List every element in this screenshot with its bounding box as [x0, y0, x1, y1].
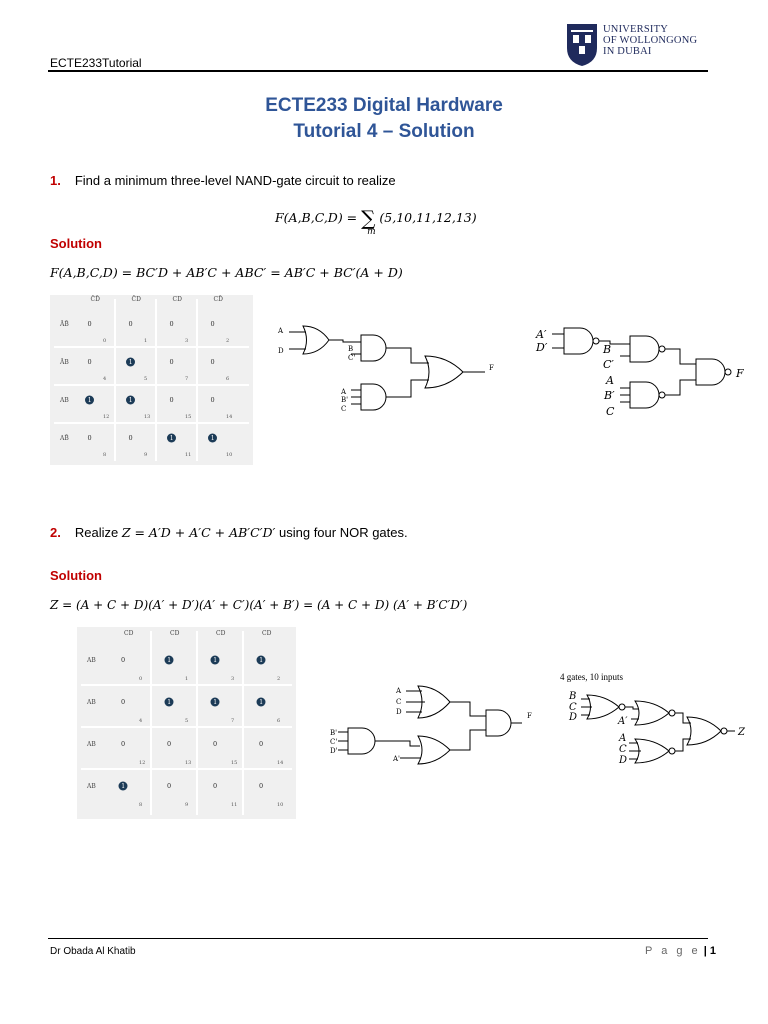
- c1-label-a2: A: [341, 388, 347, 396]
- q1-kmap-cell-index: 15: [185, 414, 192, 420]
- q1-kmap-cell-value: 0: [210, 396, 215, 405]
- and-gate-2: [361, 384, 386, 410]
- q2c2-label-a-prime: A′: [618, 716, 628, 727]
- q2-circuit2-caption: 4 gates, 10 inputs: [560, 672, 623, 682]
- q1-kmap-cell-value: 1: [87, 397, 92, 405]
- c1-label-f: F: [489, 364, 494, 372]
- q1-kmap-cell-value: 0: [169, 320, 174, 329]
- q1-kmap-cell-value: 0: [210, 320, 215, 329]
- q1-kmap-col-header: CD: [172, 296, 182, 303]
- q2-kmap-cell-index: 8: [139, 802, 143, 808]
- q2c1-label-d-prime: D': [330, 747, 338, 755]
- q1-function-lhs: F(A,B,C,D) =: [275, 210, 362, 225]
- c1-label-c: C: [341, 405, 347, 413]
- c2-label-a-prime: A′: [536, 328, 547, 341]
- nand-gate-out: [696, 359, 725, 385]
- q1-kmap-row-header: ĀB̄: [60, 321, 69, 328]
- q2-kmap-cell-index: 3: [231, 676, 235, 682]
- q2-solution-expr: Z = (A + C + D)(A′ + D′)(A′ + C′)(A′ + B′) = (A + C + D) (A′ + B′C′D′): [50, 598, 468, 612]
- q2-kmap-cell-index: 2: [277, 676, 281, 682]
- q2-kmap-cell-index: 13: [185, 760, 192, 766]
- university-name: [603, 24, 697, 57]
- question-2-number: 2.: [50, 525, 61, 540]
- nor-gate-out: [687, 717, 721, 745]
- question-2-suffix: using four NOR gates.: [275, 525, 408, 540]
- q2-kmap-cell-index: 9: [185, 802, 189, 808]
- c1-label-c-prime: C': [348, 354, 356, 362]
- q1-kmap-cell-index: 8: [103, 452, 107, 458]
- q2-kmap-cell-value: 0: [259, 740, 264, 749]
- q2-kmap-cell-index: 10: [277, 802, 284, 808]
- q2-kmap-cell-index: 5: [185, 718, 189, 724]
- footer-page-number: 1: [709, 945, 716, 957]
- q2-kmap: [77, 627, 296, 819]
- header-course-label: ECTE233Tutorial: [50, 56, 142, 70]
- q2c2-label-d: D: [569, 712, 578, 723]
- university-line-1: UNIVERSITY: [603, 24, 668, 35]
- q1-function-rhs: (5,10,11,12,13): [379, 210, 477, 225]
- q1-kmap-cell-value: 0: [169, 396, 174, 405]
- q2-kmap-cell-index: 11: [231, 802, 238, 808]
- q1-kmap-cell-index: 0: [103, 338, 107, 344]
- q1-kmap-cell-index: 10: [226, 452, 233, 458]
- q2c1-label-c: C: [396, 698, 402, 706]
- q2c2-label-a: A: [619, 733, 627, 744]
- q2c1-label-a-prime: A': [393, 755, 400, 763]
- or-gate-out: [425, 356, 463, 388]
- q1-kmap-grid: [50, 295, 253, 465]
- q1-kmap-cell-value: 1: [128, 359, 133, 367]
- q1-function: [275, 206, 477, 237]
- q2c2-label-c: C: [569, 702, 577, 713]
- q1-kmap-cell-index: 2: [226, 338, 230, 344]
- q2-kmap-cell-index: 12: [139, 760, 146, 766]
- q1-kmap-cell-value: 1: [210, 435, 215, 443]
- q2-kmap-cell-value: 1: [259, 657, 264, 665]
- q2-kmap-cell-index: 7: [231, 718, 235, 724]
- q2-and-gate-out: [486, 710, 511, 736]
- q2c2-label-b: B: [569, 691, 577, 702]
- q1-kmap-cell-index: 4: [103, 376, 107, 382]
- sum-symbol: [361, 206, 376, 237]
- q1-kmap-cell-value: 1: [128, 397, 133, 405]
- q1-circuit-and-or: [275, 318, 505, 418]
- c1-label-a: A: [278, 327, 284, 335]
- q2-kmap-cell-value: 0: [213, 740, 218, 749]
- q2c2-label-c2: C: [619, 744, 627, 755]
- q2-kmap-cell-index: 14: [277, 760, 284, 766]
- q2-kmap-cell-value: 1: [213, 657, 218, 665]
- q2-kmap-row-header: AB: [87, 699, 96, 706]
- footer-page-sep: |: [700, 945, 710, 957]
- nand-gate-1: [564, 328, 593, 354]
- footer-page-label: P a g e: [645, 945, 701, 957]
- q2c1-label-b-prime: B': [330, 729, 338, 737]
- page-title: ECTE233 Digital Hardware: [265, 95, 503, 116]
- nand-gate-3: [630, 382, 659, 408]
- university-logo: [565, 22, 715, 68]
- question-1-number: 1.: [50, 173, 61, 188]
- q1-kmap-cell-index: 3: [185, 338, 189, 344]
- q2c1-label-c-prime: C': [330, 738, 338, 746]
- q2-kmap-cell-value: 0: [121, 698, 126, 707]
- university-line-3: IN DUBAI: [603, 46, 652, 57]
- q2-kmap-cell-value: 1: [167, 657, 172, 665]
- q1-kmap-col-header: C̄D̄: [90, 296, 100, 303]
- nor-gate-2: [635, 701, 669, 725]
- q1-kmap-cell-index: 9: [144, 452, 148, 458]
- q2-or-gate-2: [418, 736, 450, 764]
- q2-kmap-cell-value: 0: [167, 740, 172, 749]
- q2-kmap-cell-value: 1: [121, 783, 126, 791]
- header-rule: [48, 70, 708, 72]
- q1-kmap-row-header: AB: [60, 397, 69, 404]
- q2-kmap-row-header: AB: [87, 741, 96, 748]
- q2-kmap-grid: [77, 627, 296, 819]
- q2-kmap-col-header: CD: [170, 630, 180, 637]
- q1-kmap-cell-index: 14: [226, 414, 233, 420]
- or-gate-1: [303, 326, 329, 354]
- c2-label-b-prime: B′: [604, 389, 615, 402]
- footer-rule: [48, 938, 708, 939]
- q2-kmap-col-header: CD: [216, 630, 226, 637]
- question-1: [50, 173, 396, 188]
- q1-kmap-cell-index: 13: [144, 414, 151, 420]
- q2-kmap-cell-index: 6: [277, 718, 281, 724]
- q1-kmap-cell-index: 12: [103, 414, 110, 420]
- q1-solution-label: Solution: [50, 236, 102, 251]
- c1-label-b: B: [348, 345, 354, 353]
- q2-and-gate-1: [348, 728, 375, 754]
- and-gate-1: [361, 335, 386, 361]
- q1-kmap-cell-value: 0: [169, 358, 174, 367]
- q2-kmap-cell-value: 1: [213, 699, 218, 707]
- q2c1-label-a: A: [396, 687, 402, 695]
- q1-kmap-cell-value: 0: [210, 358, 215, 367]
- q2-kmap-cell-index: 15: [231, 760, 238, 766]
- footer-author: Dr Obada Al Khatib: [50, 946, 136, 957]
- q1-kmap-cell-index: 7: [185, 376, 189, 382]
- q2-kmap-cell-index: 1: [185, 676, 189, 682]
- q2c2-label-z: Z: [738, 727, 745, 738]
- q2-kmap-cell-index: 0: [139, 676, 143, 682]
- q2-kmap-row-header: AB: [87, 657, 96, 664]
- q2-kmap-cell-value: 0: [167, 782, 172, 791]
- c1-label-b-prime: B': [341, 396, 349, 404]
- sum-glyph: ∑: [361, 206, 376, 230]
- question-1-text: Find a minimum three-level NAND-gate circuit to realize: [74, 173, 396, 188]
- q1-kmap-col-header: C̄D: [131, 296, 141, 303]
- q2-kmap-cell-value: 0: [121, 656, 126, 665]
- q2-kmap-cell-index: 4: [139, 718, 143, 724]
- question-2-expr: Z = A′D + A′C + AB′C′D′: [121, 525, 276, 540]
- sum-subscript: m: [367, 227, 376, 237]
- q1-solution-expr: F(A,B,C,D) = BC′D + AB′C + ABC′ = AB′C + BC′(A + D): [50, 265, 403, 280]
- q2c2-label-d2: D: [619, 755, 628, 766]
- q2-kmap-cell-value: 0: [259, 782, 264, 791]
- question-2: [50, 525, 408, 540]
- q2c1-label-d: D: [396, 708, 402, 716]
- c2-label-a: A: [606, 374, 614, 387]
- q1-circuit-nand: [530, 322, 755, 422]
- q1-kmap-cell-index: 11: [185, 452, 192, 458]
- q1-kmap-cell-index: 5: [144, 376, 148, 382]
- q1-kmap-cell-value: 0: [87, 320, 92, 329]
- q1-kmap-cell-value: 0: [87, 434, 92, 443]
- q2-kmap-cell-value: 1: [259, 699, 264, 707]
- q2-circuit-or-and: [330, 680, 545, 770]
- q1-kmap-cell-value: 1: [169, 435, 174, 443]
- page-subtitle: Tutorial 4 – Solution: [293, 121, 475, 142]
- c2-label-c-prime: C′: [603, 358, 614, 371]
- q2-kmap-cell-value: 0: [121, 740, 126, 749]
- c2-label-d-prime: D′: [536, 341, 548, 354]
- c1-label-d: D: [278, 347, 284, 355]
- q2-kmap-col-header: CD: [124, 630, 134, 637]
- q1-kmap-cell-value: 0: [87, 358, 92, 367]
- q1-kmap-cell-index: 6: [226, 376, 230, 382]
- c2-label-b: B: [603, 343, 612, 356]
- footer-page: [645, 945, 716, 957]
- crest-icon: [565, 22, 599, 68]
- q1-kmap-row-header: AB̄: [60, 435, 69, 442]
- q1-kmap-cell-value: 0: [128, 320, 133, 329]
- q2-kmap-col-header: CD: [262, 630, 272, 637]
- q2-solution-label: Solution: [50, 568, 102, 583]
- q2c1-label-f: F: [527, 712, 532, 720]
- q2-kmap-cell-value: 0: [213, 782, 218, 791]
- q1-kmap-row-header: ĀB: [60, 359, 69, 366]
- q2-circuit-nor: [563, 685, 758, 770]
- c2-label-c: C: [606, 405, 615, 418]
- c2-label-f: F: [736, 367, 744, 380]
- q1-kmap-cell-value: 0: [128, 434, 133, 443]
- q1-kmap-col-header: CD̄: [213, 296, 223, 303]
- nand-gate-2: [630, 336, 659, 362]
- q1-kmap: [50, 295, 253, 465]
- q1-kmap-cell-index: 1: [144, 338, 148, 344]
- question-2-prefix: Realize: [74, 525, 122, 540]
- university-line-2: OF WOLLONGONG: [603, 35, 698, 46]
- q2-kmap-row-header: AB: [87, 783, 96, 790]
- q2-kmap-cell-value: 1: [167, 699, 172, 707]
